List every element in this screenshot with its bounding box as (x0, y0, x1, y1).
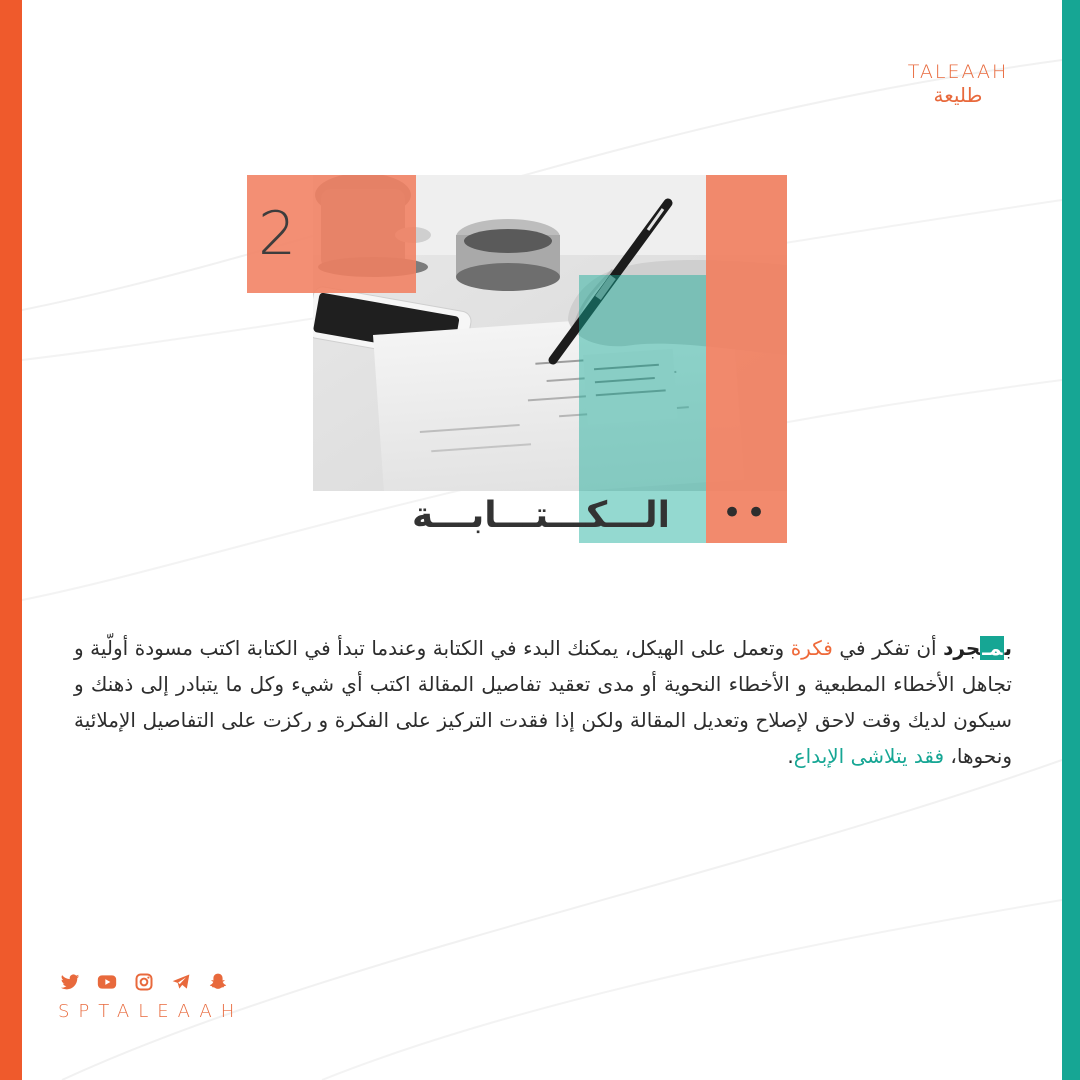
slide-number: 2 (258, 199, 297, 269)
right-accent-bar (1062, 0, 1080, 1080)
body-segment-3: . (787, 744, 794, 768)
social-handle: SPTALEAAH (58, 1001, 244, 1022)
social-icons (60, 972, 228, 992)
snapchat-icon[interactable] (208, 972, 228, 992)
body-segment-2: وتعمل على الهيكل، يمكنك البدء في الكتابة وعندما تبدأ في الكتابة اكتب مسودة أولّية و تجاهل الأخطاء المطبعية و الأخطاء النحوية أو مدى تعقيد تفاصيل المقالة اكتب أي شيء وكل ما يتبادر إلى ذهنك و سيكون لديك وقت لاحق لإصلاح وتعديل المقالة ولكن إذا فقدت التركيز على الفكرة و ركزت على التفاصيل الإملائية ونحوها، (74, 636, 1012, 768)
slide-dots: •• (721, 493, 771, 533)
background-curves (22, 0, 1062, 1080)
keyword-creativity: فقد يتلاشى الإبداع (793, 744, 945, 768)
youtube-icon[interactable] (97, 972, 117, 992)
left-accent-bar (0, 0, 22, 1080)
telegram-icon[interactable] (171, 972, 191, 992)
logo-latin-text: TALEAAH (907, 61, 1009, 83)
orange-overlay (706, 175, 787, 543)
body-paragraph (74, 630, 1012, 774)
logo-arabic-text: طليعة (933, 83, 983, 107)
keyword-idea: فكرة (790, 636, 833, 660)
first-word (943, 636, 1012, 660)
slide-title: الـــكـــتـــابـــة (411, 495, 670, 536)
twitter-icon[interactable] (60, 972, 80, 992)
body-segment-1: أن تفكر في (832, 636, 944, 660)
first-word-highlight: مـ (982, 636, 1003, 660)
first-word-start: ب (1004, 636, 1012, 660)
first-word-end: جرد (943, 636, 981, 660)
instagram-icon[interactable] (134, 972, 154, 992)
brand-logo (898, 62, 1018, 106)
